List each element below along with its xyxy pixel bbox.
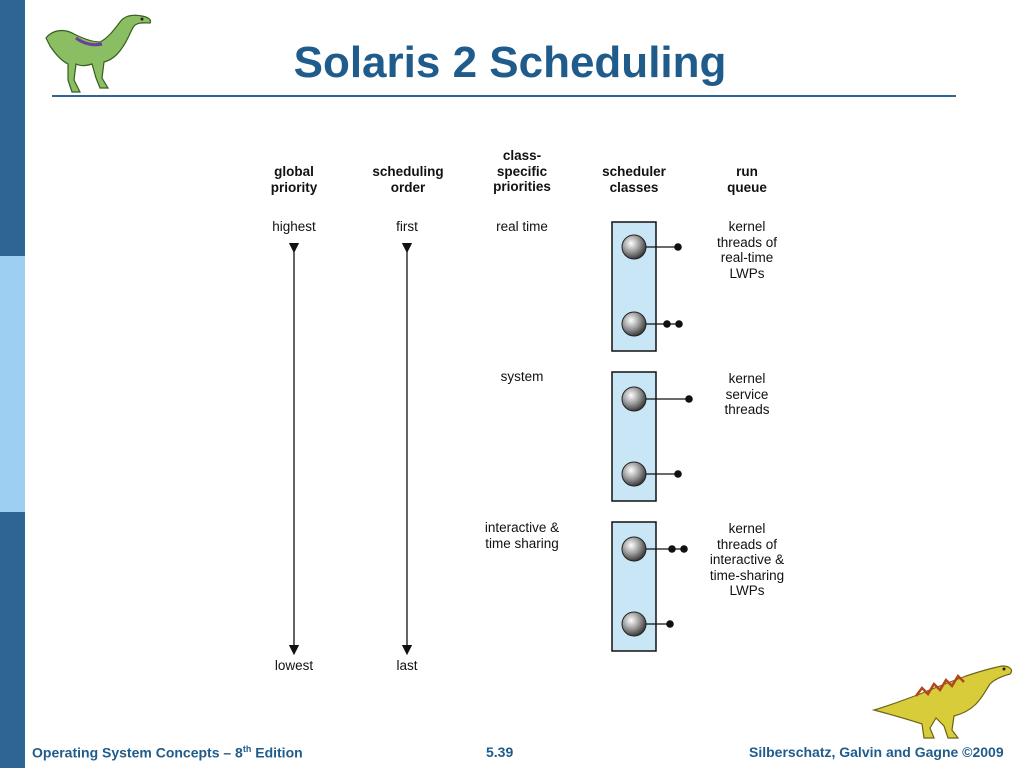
thread-dot <box>674 243 682 251</box>
footer-book-title: Operating System Concepts – 8th Edition <box>32 744 303 761</box>
interactive-priority-label: interactive & time sharing <box>484 520 560 551</box>
sidebar-bottom-block <box>0 512 25 768</box>
header-class-specific-priorities: class- specific priorities <box>493 148 551 194</box>
thread-dot <box>680 545 688 553</box>
interactive-queue-label: kernel threads of interactive & time-sharing LWPs <box>709 521 785 598</box>
order-last-label: last <box>396 658 418 673</box>
thread-dot <box>663 320 671 328</box>
queue-ball <box>622 612 646 636</box>
page-number: 5.39 <box>486 744 514 760</box>
queue-ball <box>622 537 646 561</box>
dinosaur-corner-icon <box>870 660 1018 742</box>
real-time-queue-label: kernel threads of real-time LWPs <box>716 219 778 281</box>
thread-dot <box>685 395 693 403</box>
priority-highest-label: highest <box>272 219 316 234</box>
system-queue-label: kernel service threads <box>724 371 770 417</box>
real-time-priority-label: real time <box>496 219 548 234</box>
queue-ball <box>622 462 646 486</box>
thread-dot <box>674 470 682 478</box>
footer-authors: Silberschatz, Galvin and Gagne ©2009 <box>749 744 1004 760</box>
thread-dot <box>668 545 676 553</box>
title-underline <box>52 95 956 97</box>
slide-title: Solaris 2 Scheduling <box>293 38 727 87</box>
sidebar-stripe <box>0 0 25 768</box>
header-global-priority: global priority <box>270 164 318 195</box>
priority-lowest-label: lowest <box>274 658 314 673</box>
queue-ball <box>622 387 646 411</box>
system-priority-label: system <box>500 369 544 384</box>
dinosaur-logo-icon <box>38 8 156 96</box>
scheduling-diagram <box>262 140 792 680</box>
order-first-label: first <box>396 219 418 234</box>
sidebar-top-block <box>0 0 25 256</box>
queue-ball <box>622 312 646 336</box>
thread-dot <box>666 620 674 628</box>
sidebar-middle-block <box>0 256 25 512</box>
header-scheduling-order: scheduling order <box>372 164 444 195</box>
header-run-queue: run queue <box>727 164 767 195</box>
queue-ball <box>622 235 646 259</box>
thread-dot <box>675 320 683 328</box>
header-scheduler-classes: scheduler classes <box>602 164 666 195</box>
